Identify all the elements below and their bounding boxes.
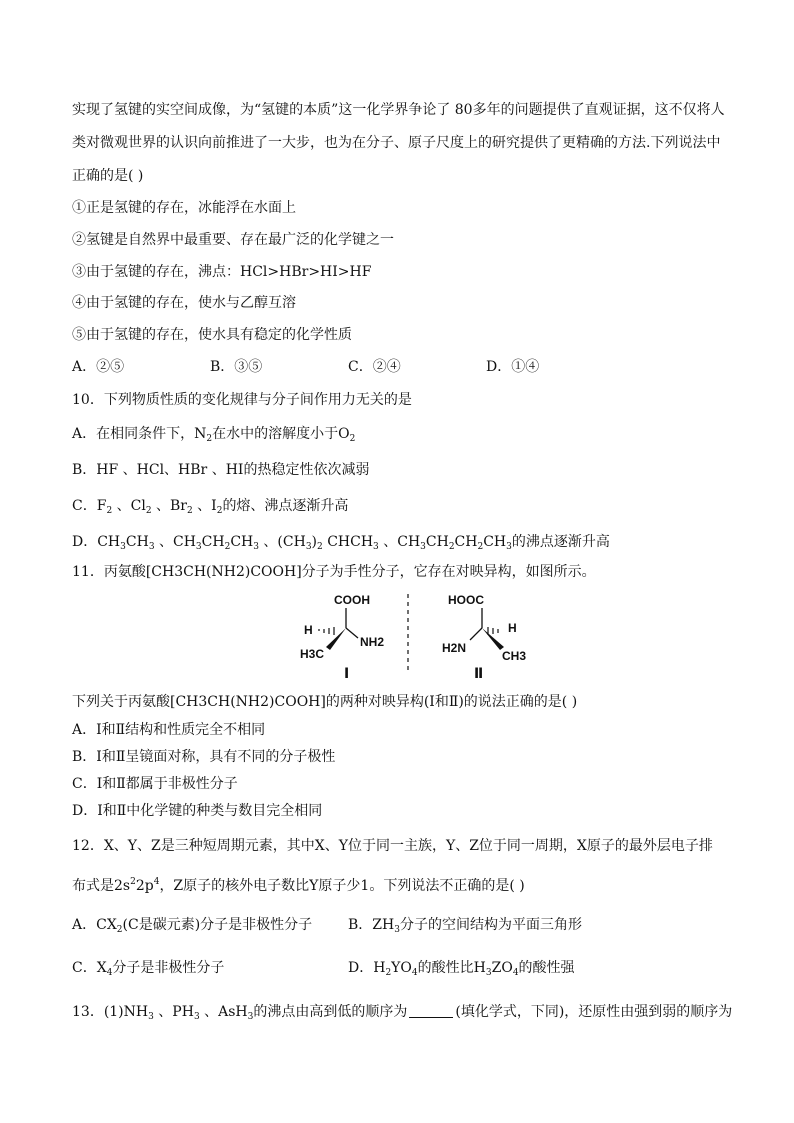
q11-option-b[interactable]: B．Ⅰ和Ⅱ呈镜面对称，具有不同的分子极性 [72, 749, 336, 765]
q11-question: 下列关于丙氨酸[CH3CH(NH2)COOH]的两种对映异构(Ⅰ和Ⅱ)的说法正确的是( ) [72, 694, 578, 710]
q10-option-b[interactable]: B．HF 、HCl、HBr 、HI的热稳定性依次减弱 [72, 462, 370, 478]
q12-option-d[interactable]: D．$H_2YO_4$的酸性比$H_3ZO_4$的酸性强 [348, 960, 575, 978]
q11-option-d[interactable]: D．Ⅰ和Ⅱ中化学键的种类与数目完全相同 [72, 803, 323, 819]
q9-statement-3: ③由于氢键的存在，沸点：HCl>HBr>HI>HF [72, 264, 372, 280]
q9-option-a[interactable]: A．②⑤ [72, 359, 125, 375]
left-ch3-label: H3C [300, 647, 325, 661]
q12-option-c[interactable]: C．$X_4$分子是非极性分子 [72, 960, 225, 978]
intro-line-1: 实现了氢键的实空间成像，为“氢键的本质”这一化学界争论了 80多年的问题提供了直观证据，这不仅将人 [72, 102, 725, 118]
q9-option-d[interactable]: D．①④ [486, 359, 540, 375]
left-h-label: H [304, 623, 313, 637]
q12-stem-line-2: 布式是$2s^22p^4$，Z原子的核外电子数比Y原子少1。下列说法不正确的是( ) [72, 877, 525, 894]
left-nh2-label: NH2 [360, 635, 385, 649]
left-cooh-label: COOH [334, 593, 370, 607]
isomer-label-1: Ⅰ [344, 665, 350, 680]
q12-stem-line-1: 12．X、Y、Z是三种短周期元素，其中X、Y位于同一主族，Y、Z位于同一周期，X原子的最外层电子排 [72, 838, 713, 854]
alanine-enantiomers-figure [290, 588, 540, 680]
right-ch3-label: CH3 [502, 649, 527, 663]
alanine-structures-svg [290, 588, 540, 680]
q9-statement-5: ⑤由于氢键的存在，使水具有稳定的化学性质 [72, 327, 352, 343]
q13-stem: 13．$(1)NH_3$ 、$PH_3$ 、AsH$_3$的沸点由高到低的顺序为 (填化学式，下同)，还原性由强到弱的顺序为 [72, 1004, 733, 1022]
q11-stem: 11．丙氨酸[CH3CH(NH2)COOH]分子为手性分子，它存在对映异构，如图所示。 [72, 564, 596, 580]
q9-statement-1: ①正是氢键的存在，冰能浮在水面上 [72, 200, 296, 216]
q10-stem: 10．下列物质性质的变化规律与分子间作用力无关的是 [72, 392, 412, 408]
q9-statement-2: ②氢键是自然界中最重要、存在最广泛的化学键之一 [72, 232, 394, 248]
q10-option-d[interactable]: D．$CH_3CH_3$ 、$CH_3CH_2CH_3$ 、$(CH_3)_2$ $CHCH_3$ 、$CH_3CH_2CH_2CH_3$的沸点逐渐升高 [72, 534, 610, 552]
right-h2n-label: H2N [442, 641, 467, 655]
q9-statement-4: ④由于氢键的存在，使水与乙醇互溶 [72, 295, 296, 311]
q12-option-b[interactable]: B．$ZH_3$分子的空间结构为平面三角形 [348, 917, 582, 935]
q11-option-a[interactable]: A．Ⅰ和Ⅱ结构和性质完全不相同 [72, 722, 266, 738]
q10-option-c[interactable]: C．$F_2$ 、$Cl_2$ 、$Br_2$ 、$I_2$的熔、沸点逐渐升高 [72, 498, 349, 516]
intro-line-3: 正确的是( ) [72, 168, 144, 184]
q9-option-c[interactable]: C．②④ [348, 359, 401, 375]
intro-line-2: 类对微观世界的认识向前推进了一大步，也为在分子、原子尺度上的研究提供了更精确的方法.下列说法中 [72, 135, 721, 151]
isomer-label-2: Ⅱ [474, 665, 484, 680]
q9-option-b[interactable]: B．③⑤ [210, 359, 263, 375]
right-h-label: H [508, 621, 517, 635]
q10-option-a[interactable]: A．在相同条件下，$N_2$在水中的溶解度小于$O_2$ [72, 426, 356, 444]
q11-option-c[interactable]: C．Ⅰ和Ⅱ都属于非极性分子 [72, 776, 238, 792]
right-hooc-label: HOOC [448, 593, 484, 607]
answer-blank[interactable] [409, 1003, 453, 1018]
q12-option-a[interactable]: A．$CX_2(C$是碳元素)分子是非极性分子 [72, 917, 313, 935]
